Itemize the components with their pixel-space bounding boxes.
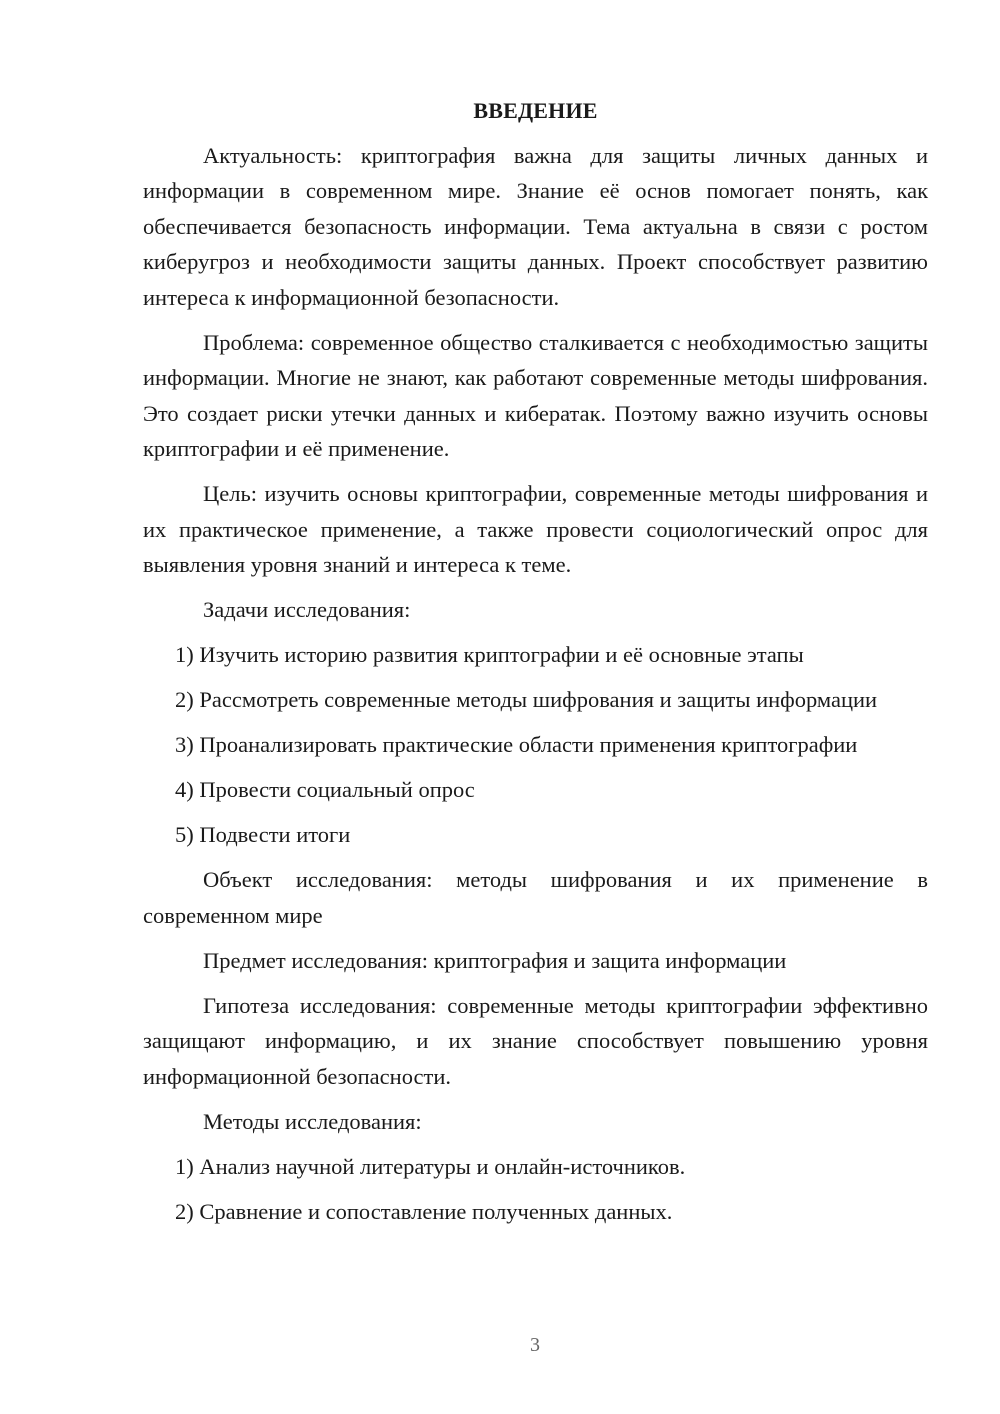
method-item: 2) Сравнение и сопоставление полученных данных. bbox=[175, 1198, 673, 1224]
relevance-paragraph: Актуальность: криптография важна для защиты личных данных и информации в современном мире. Знание её основ помогает понять, как обеспечивается безопасность информации. Тема актуальна в связи с ростом киберугроз и необходимости защиты данных. Проект способствует развитию интереса к информационной безопасности. bbox=[143, 142, 928, 310]
subject-paragraph: Предмет исследования: криптография и защита информации bbox=[203, 947, 787, 973]
task-item: 4) Провести социальный опрос bbox=[175, 777, 475, 802]
object-paragraph: Объект исследования: методы шифрования и их применение в современном мире bbox=[143, 867, 928, 928]
task-item: 5) Подвести итоги bbox=[175, 822, 351, 847]
goal-paragraph: Цель: изучить основы криптографии, современные методы шифрования и их практическое применение, а также провести социологический опрос для выявления уровня знаний и интереса к теме. bbox=[143, 481, 928, 577]
method-item: 1) Анализ научной литературы и онлайн-источников. bbox=[175, 1153, 686, 1179]
problem-paragraph: Проблема: современное общество сталкивается с необходимостью защиты информации. Многие не знают, как работают современные методы шифрования. Это создает риски утечки данных и кибератак. Поэтому важно изучить основы криптографии и её применение. bbox=[143, 329, 928, 461]
task-item: 2) Рассмотреть современные методы шифрования и защиты информации bbox=[175, 687, 878, 712]
document-page bbox=[143, 94, 928, 1229]
tasks-heading: Задачи исследования: bbox=[203, 597, 411, 622]
hypothesis-paragraph: Гипотеза исследования: современные методы криптографии эффективно защищают информацию, и их знание способствует повышению уровня информационной безопасности. bbox=[143, 992, 928, 1089]
methods-heading: Методы исследования: bbox=[203, 1108, 422, 1134]
page-number: 3 bbox=[530, 1334, 540, 1356]
task-item: 1) Изучить историю развития криптографии и её основные этапы bbox=[175, 642, 804, 667]
task-item: 3) Проанализировать практические области применения криптографии bbox=[175, 732, 858, 757]
section-title: ВВЕДЕНИЕ bbox=[473, 98, 598, 123]
